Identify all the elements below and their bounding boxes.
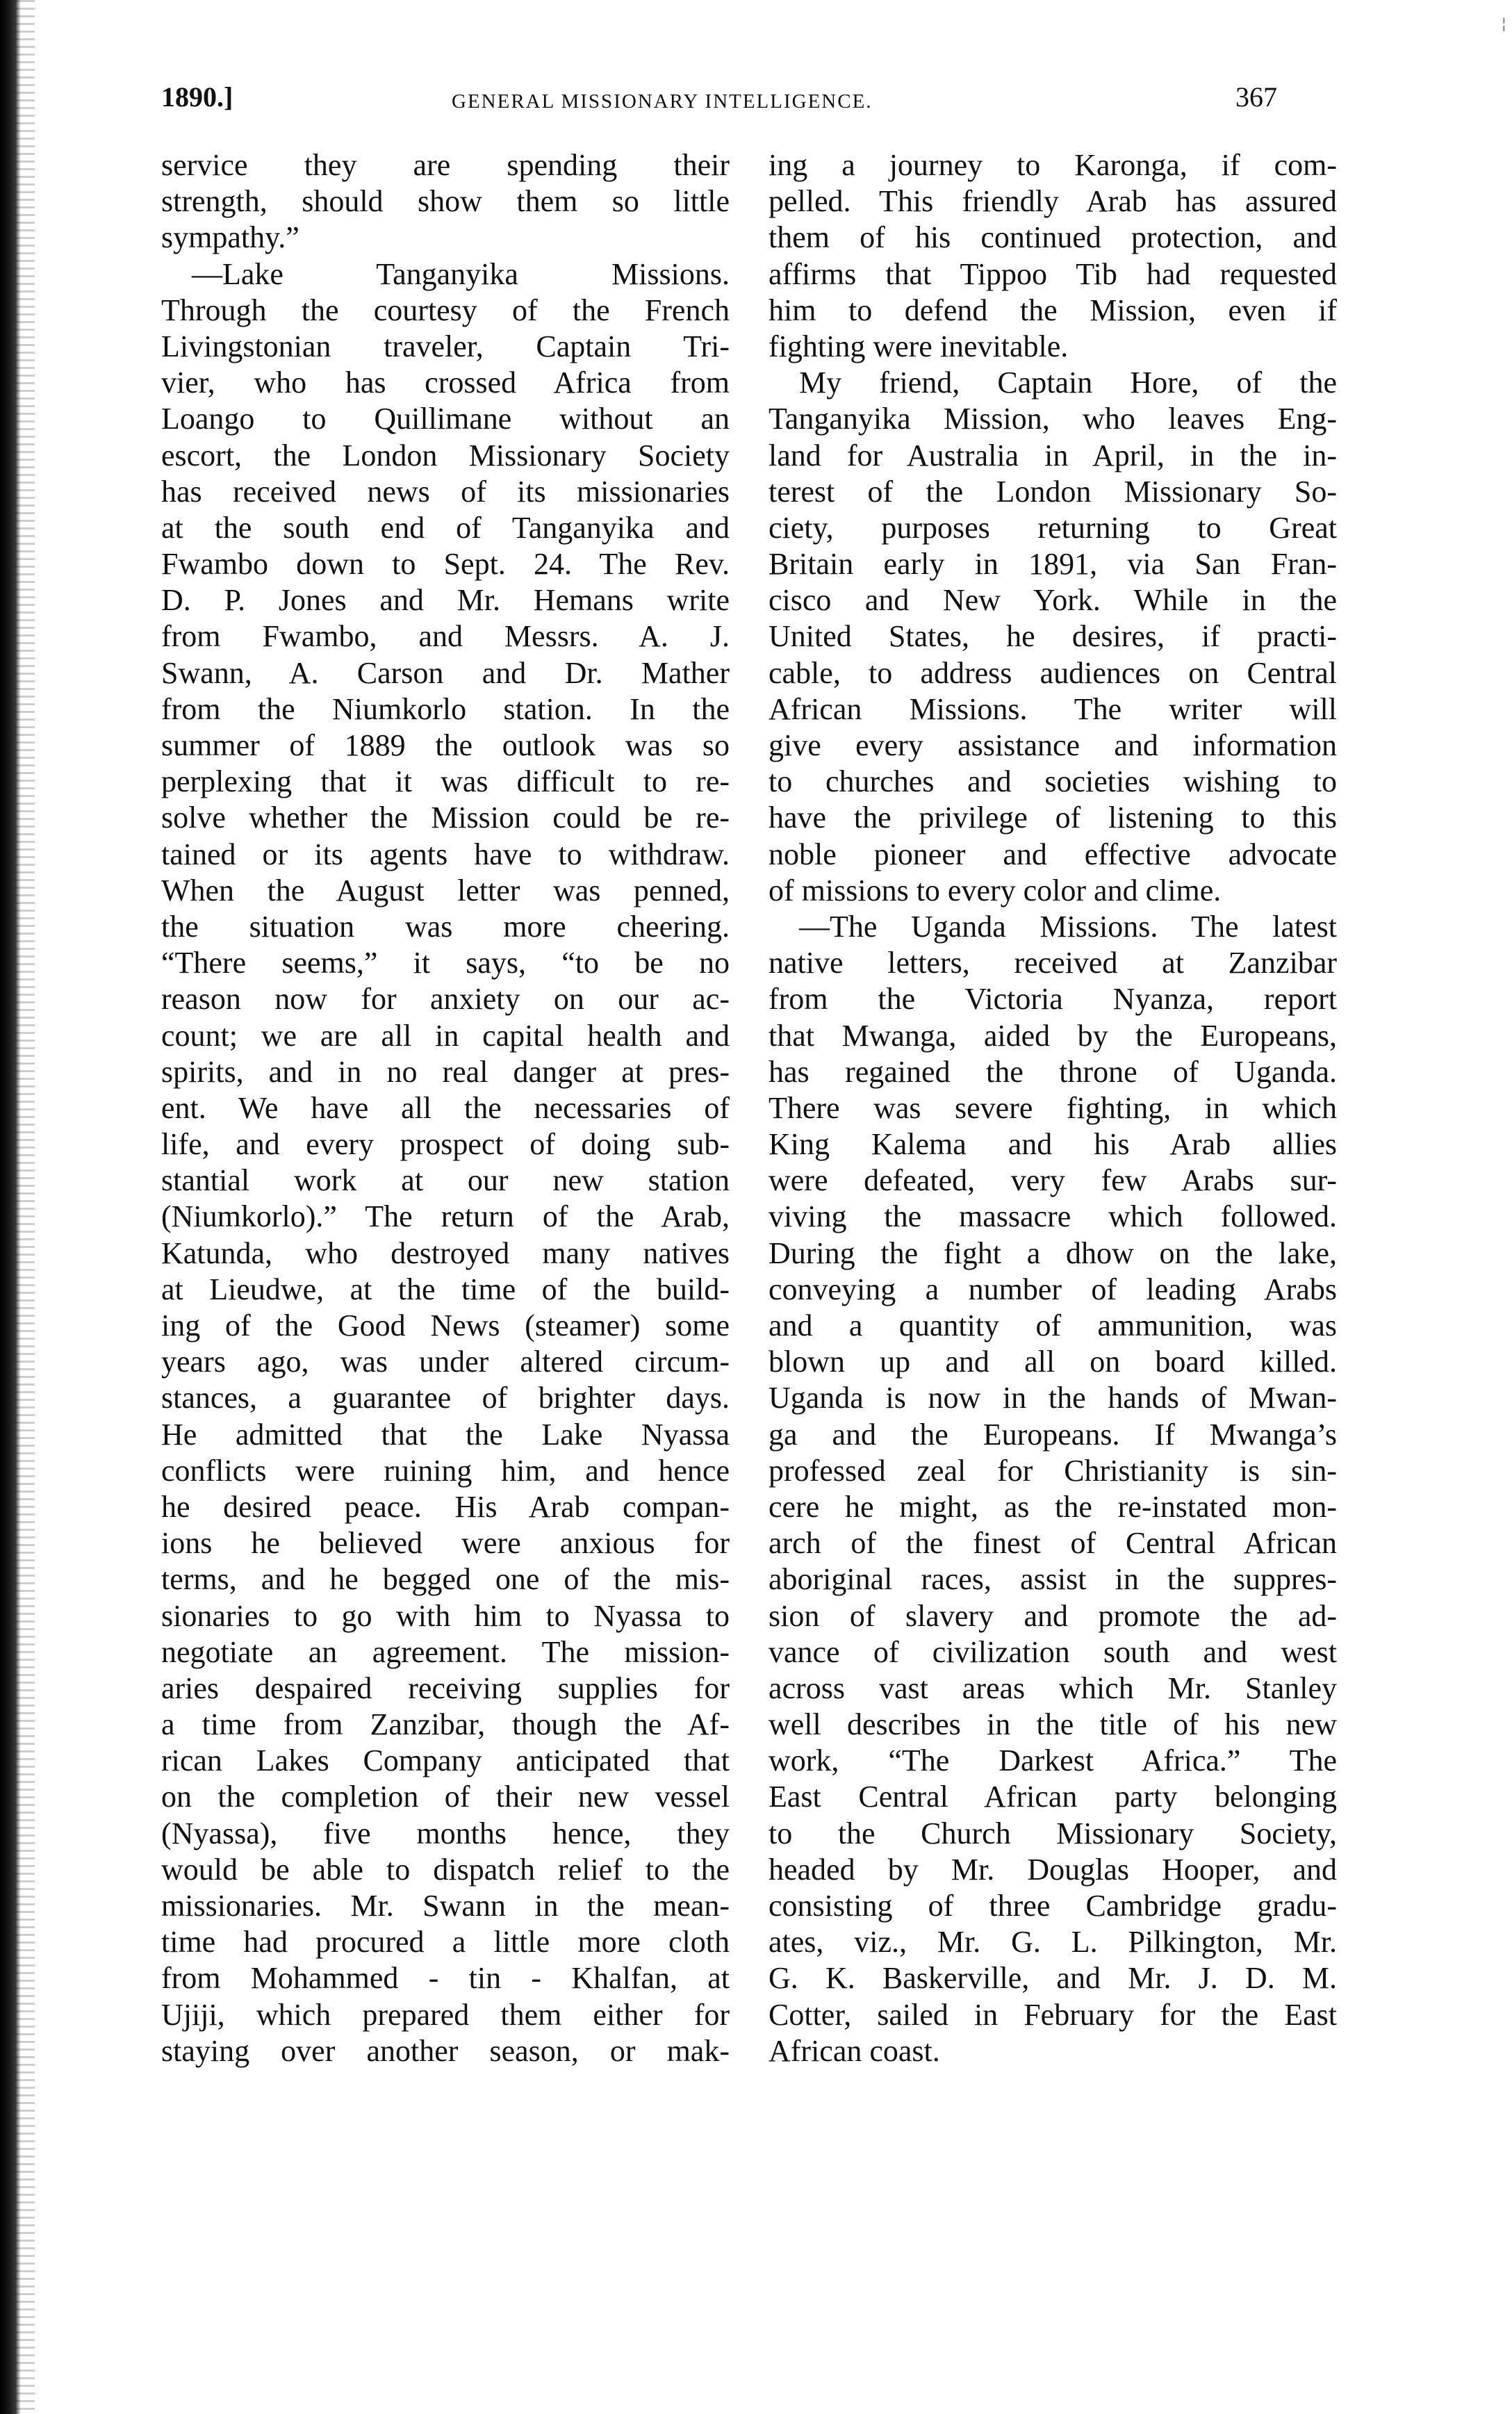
text-line: service they are spending their	[161, 148, 730, 182]
text-line: ciety, purposes returning to Great	[769, 510, 1337, 545]
text-line: —Lake Tanganyika Missions.	[192, 256, 730, 291]
running-head-year: 1890.]	[161, 81, 233, 113]
text-line: My friend, Captain Hore, of the	[799, 366, 1337, 400]
page-number: 367	[1235, 81, 1277, 113]
text-line: consisting of three Cambridge gradu-	[769, 1889, 1337, 1923]
right-column	[769, 147, 1337, 2069]
text-line: at Lieudwe, at the time of the build-	[161, 1272, 730, 1306]
text-line: would be able to dispatch relief to the	[161, 1852, 730, 1887]
text-line: to churches and societies wishing to	[769, 764, 1337, 799]
text-line: ent. We have all the necessaries of	[161, 1090, 730, 1125]
text-line: spirits, and in no real danger at pres-	[161, 1054, 730, 1089]
running-head	[161, 81, 1277, 129]
text-line: stantial work at our new station	[161, 1163, 730, 1198]
text-line: a time from Zanzibar, though the Af-	[161, 1707, 730, 1742]
text-line: them of his continued protection, and	[769, 220, 1337, 255]
text-line: —The Uganda Missions. The latest	[799, 909, 1337, 944]
text-line: sion of slavery and promote the ad-	[769, 1598, 1337, 1633]
text-line: and a quantity of ammunition, was	[769, 1308, 1337, 1343]
text-line: were defeated, very few Arabs sur-	[769, 1163, 1337, 1198]
text-line: African coast.	[769, 2033, 940, 2068]
text-line: (Nyassa), five months hence, they	[161, 1816, 730, 1850]
text-line: years ago, was under altered circum-	[161, 1345, 730, 1379]
text-line: sympathy.”	[161, 220, 299, 255]
text-line: arch of the finest of Central African	[769, 1526, 1337, 1561]
text-line: missionaries. Mr. Swann in the mean-	[161, 1889, 730, 1923]
text-line: blown up and all on board killed.	[769, 1345, 1337, 1379]
text-line: East Central African party belonging	[769, 1780, 1337, 1814]
text-line: ing a journey to Karonga, if com-	[769, 148, 1337, 182]
text-line: terest of the London Missionary So-	[769, 474, 1337, 509]
text-line: reason now for anxiety on our ac-	[161, 982, 730, 1017]
text-line: time had procured a little more cloth	[161, 1925, 730, 1960]
text-line: at the south end of Tanganyika and	[161, 510, 730, 545]
text-line: terms, and he begged one of the mis-	[161, 1562, 730, 1597]
text-line: Britain early in 1891, via San Fran-	[769, 547, 1337, 582]
text-line: him to defend the Mission, even if	[769, 293, 1337, 327]
text-line: affirms that Tippoo Tib had requested	[769, 256, 1337, 291]
text-line: from the Niumkorlo station. In the	[161, 691, 730, 726]
text-line: Loango to Quillimane without an	[161, 402, 730, 436]
text-line: work, “The Darkest Africa.” The	[769, 1743, 1337, 1778]
text-line: from Mohammed - tin - Khalfan, at	[161, 1961, 730, 1996]
text-line: across vast areas which Mr. Stanley	[769, 1670, 1337, 1705]
text-line: summer of 1889 the outlook was so	[161, 728, 730, 762]
text-line: Through the courtesy of the French	[161, 293, 730, 327]
text-line: on the completion of their new vessel	[161, 1780, 730, 1814]
text-line: African Missions. The writer will	[769, 691, 1337, 726]
text-line: solve whether the Mission could be re-	[161, 800, 730, 835]
text-line: vance of civilization south and west	[769, 1634, 1337, 1669]
text-line: D. P. Jones and Mr. Hemans write	[161, 583, 730, 618]
text-line: tained or its agents have to withdraw.	[161, 837, 730, 871]
text-line: the situation was more cheering.	[161, 909, 730, 944]
text-line: Cotter, sailed in February for the East	[769, 1997, 1337, 2032]
text-line: Swann, A. Carson and Dr. Mather	[161, 655, 730, 690]
running-head-title: GENERAL MISSIONARY INTELLIGENCE.	[452, 90, 873, 113]
text-line: cere he might, as the re-instated mon-	[769, 1489, 1337, 1524]
text-line: ga and the Europeans. If Mwanga’s	[769, 1417, 1337, 1452]
text-line: negotiate an agreement. The mission-	[161, 1634, 730, 1669]
text-line: noble pioneer and effective advocate	[769, 837, 1337, 871]
text-line: ing of the Good News (steamer) some	[161, 1308, 730, 1343]
text-line: rican Lakes Company anticipated that	[161, 1743, 730, 1778]
text-line: have the privilege of listening to this	[769, 800, 1337, 835]
text-line: aboriginal races, assist in the suppres-	[769, 1562, 1337, 1597]
text-line: King Kalema and his Arab allies	[769, 1127, 1337, 1162]
text-line: fighting were inevitable.	[769, 329, 1069, 363]
text-line: native letters, received at Zanzibar	[769, 946, 1337, 980]
text-line: G. K. Baskerville, and Mr. J. D. M.	[769, 1961, 1337, 1996]
text-line: of missions to every color and clime.	[769, 873, 1222, 908]
text-line: from the Victoria Nyanza, report	[769, 982, 1337, 1017]
text-line: pelled. This friendly Arab has assured	[769, 184, 1337, 219]
text-line: There was severe fighting, in which	[769, 1090, 1337, 1125]
text-line: When the August letter was penned,	[161, 873, 730, 908]
text-line: During the fight a dhow on the lake,	[769, 1235, 1337, 1270]
text-line: (Niumkorlo).” The return of the Arab,	[161, 1199, 730, 1234]
text-line: He admitted that the Lake Nyassa	[161, 1417, 730, 1452]
text-line: he desired peace. His Arab compan-	[161, 1489, 730, 1524]
left-column	[161, 147, 730, 2069]
text-line: Katunda, who destroyed many natives	[161, 1235, 730, 1270]
text-line: Uganda is now in the hands of Mwan-	[769, 1381, 1337, 1415]
text-line: viving the massacre which followed.	[769, 1199, 1337, 1234]
text-line: conflicts were ruining him, and hence	[161, 1453, 730, 1488]
text-line: to the Church Missionary Society,	[769, 1816, 1337, 1850]
text-line: cisco and New York. While in the	[769, 583, 1337, 618]
text-line: count; we are all in capital health and	[161, 1018, 730, 1053]
edge-mark: ¦	[1501, 15, 1506, 33]
text-line: well describes in the title of his new	[769, 1707, 1337, 1742]
text-line: life, and every prospect of doing sub-	[161, 1127, 730, 1162]
text-line: professed zeal for Christianity is sin-	[769, 1453, 1337, 1488]
text-line: Livingstonian traveler, Captain Tri-	[161, 329, 730, 363]
text-line: United States, he desires, if practi-	[769, 619, 1337, 654]
text-line: land for Australia in April, in the in-	[769, 438, 1337, 473]
text-line: sionaries to go with him to Nyassa to	[161, 1598, 730, 1633]
text-line: “There seems,” it says, “to be no	[161, 946, 730, 980]
text-line: conveying a number of leading Arabs	[769, 1272, 1337, 1306]
text-line: vier, who has crossed Africa from	[161, 366, 730, 400]
text-line: stances, a guarantee of brighter days.	[161, 1381, 730, 1415]
text-line: aries despaired receiving supplies for	[161, 1670, 730, 1705]
text-line: has regained the throne of Uganda.	[769, 1054, 1337, 1089]
text-line: from Fwambo, and Messrs. A. J.	[161, 619, 730, 654]
text-line: has received news of its missionaries	[161, 474, 730, 509]
text-line: ions he believed were anxious for	[161, 1526, 730, 1561]
text-line: escort, the London Missionary Society	[161, 438, 730, 473]
binding-speckle	[15, 0, 35, 2414]
text-line: ates, viz., Mr. G. L. Pilkington, Mr.	[769, 1925, 1337, 1960]
text-line: that Mwanga, aided by the Europeans,	[769, 1018, 1337, 1053]
text-line: Ujiji, which prepared them either for	[161, 1997, 730, 2032]
text-line: staying over another season, or mak-	[161, 2033, 730, 2068]
text-line: headed by Mr. Douglas Hooper, and	[769, 1852, 1337, 1887]
text-line: Fwambo down to Sept. 24. The Rev.	[161, 547, 730, 582]
text-line: cable, to address audiences on Central	[769, 655, 1337, 690]
text-line: perplexing that it was difficult to re-	[161, 764, 730, 799]
text-line: strength, should show them so little	[161, 184, 730, 219]
text-line: Tanganyika Mission, who leaves Eng-	[769, 402, 1337, 436]
text-line: give every assistance and information	[769, 728, 1337, 762]
